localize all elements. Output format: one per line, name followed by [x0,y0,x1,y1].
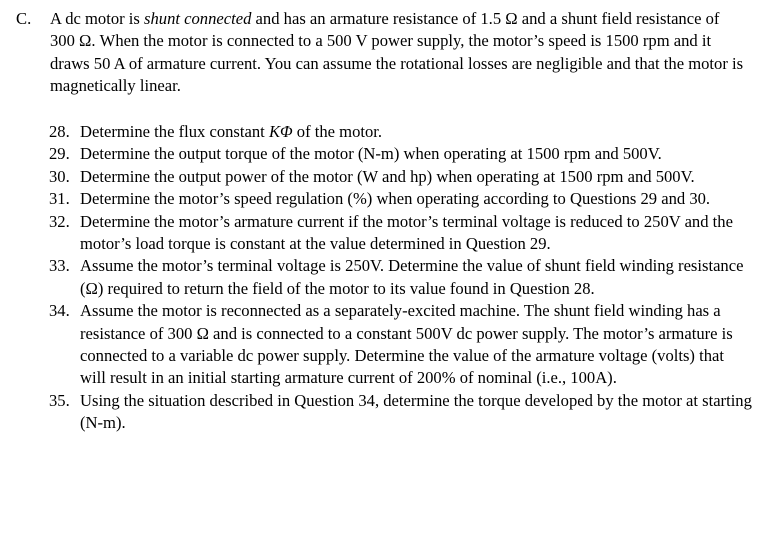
question-number: 29. [49,144,70,164]
question-list [49,121,753,435]
section-label: C. [16,9,32,28]
problem-statement [16,8,746,98]
question-number: 28. [49,122,70,141]
question-number: 33. [49,256,70,276]
question-number: 35. [49,390,70,410]
question-number: 31. [49,189,70,209]
question-text [80,144,662,163]
question-item [49,390,753,435]
question-text-part: Assume the motor’s terminal voltage is 250V. Determine the value of shunt field winding resistance (Ω) required to return the field of the motor to its value found in Question 28. [80,256,744,298]
question-text [80,167,695,186]
question-text-part: Determine the output power of the motor (W and hp) when operating at 1500 rpm and 500V. [80,166,695,186]
question-text [80,391,752,432]
question-text-italic: KΦ [268,122,293,141]
intro-text-2-italic: shunt connected [144,9,252,28]
question-number: 34. [49,301,70,321]
intro-text-1: A dc motor is [50,9,145,28]
question-text-part: Using the situation described in Question 34, determine the torque developed by the motor at starting (N-m). [80,390,752,433]
question-text-part: Determine the output torque of the motor (N-m) when operating at 1500 rpm and 500V. [80,144,662,164]
question-item [49,188,753,210]
question-text-part: Determine the motor’s armature current if the motor’s terminal voltage is reduced to 250V and the motor’s load torque is constant at the value determined in Question 29. [80,211,733,254]
question-text-part: of the motor. [292,122,383,141]
question-item [49,143,753,165]
question-text [80,189,710,208]
question-item [49,255,753,300]
question-text-part: Assume the motor is reconnected as a separately-excited machine. The shunt field winding has a resistance of 300 Ω and is connected to a constant 500V dc power supply. The motor’s armature is connected to a variable dc power supply. Determine the value of the armature voltage (volts) that will result in an initial starting armature current of 200% of nominal (i.e., 100A). [80,301,733,388]
question-item [49,211,753,256]
question-item [49,166,753,188]
intro-text-3: and has an armature resistance of 1.5 Ω and a shunt field resistance of 300 Ω. When the motor is connected to a 500 V power supply, the motor’s speed is 1500 rpm and it draws 50 A of armature current. You can assume the rotational losses are negligible and that the motor is magnetically linear. [50,9,744,96]
question-number: 32. [49,211,70,231]
question-text [80,301,733,387]
question-text [80,256,743,297]
question-number: 30. [49,166,70,186]
question-text-part: Determine the flux constant [80,122,269,141]
question-text [80,212,733,253]
question-text-part: Determine the motor’s speed regulation (%) when operating according to Questions 29 and 30. [80,189,711,209]
question-text [80,122,382,141]
question-item [49,121,753,143]
question-item [49,300,753,390]
problem-intro [50,8,746,98]
